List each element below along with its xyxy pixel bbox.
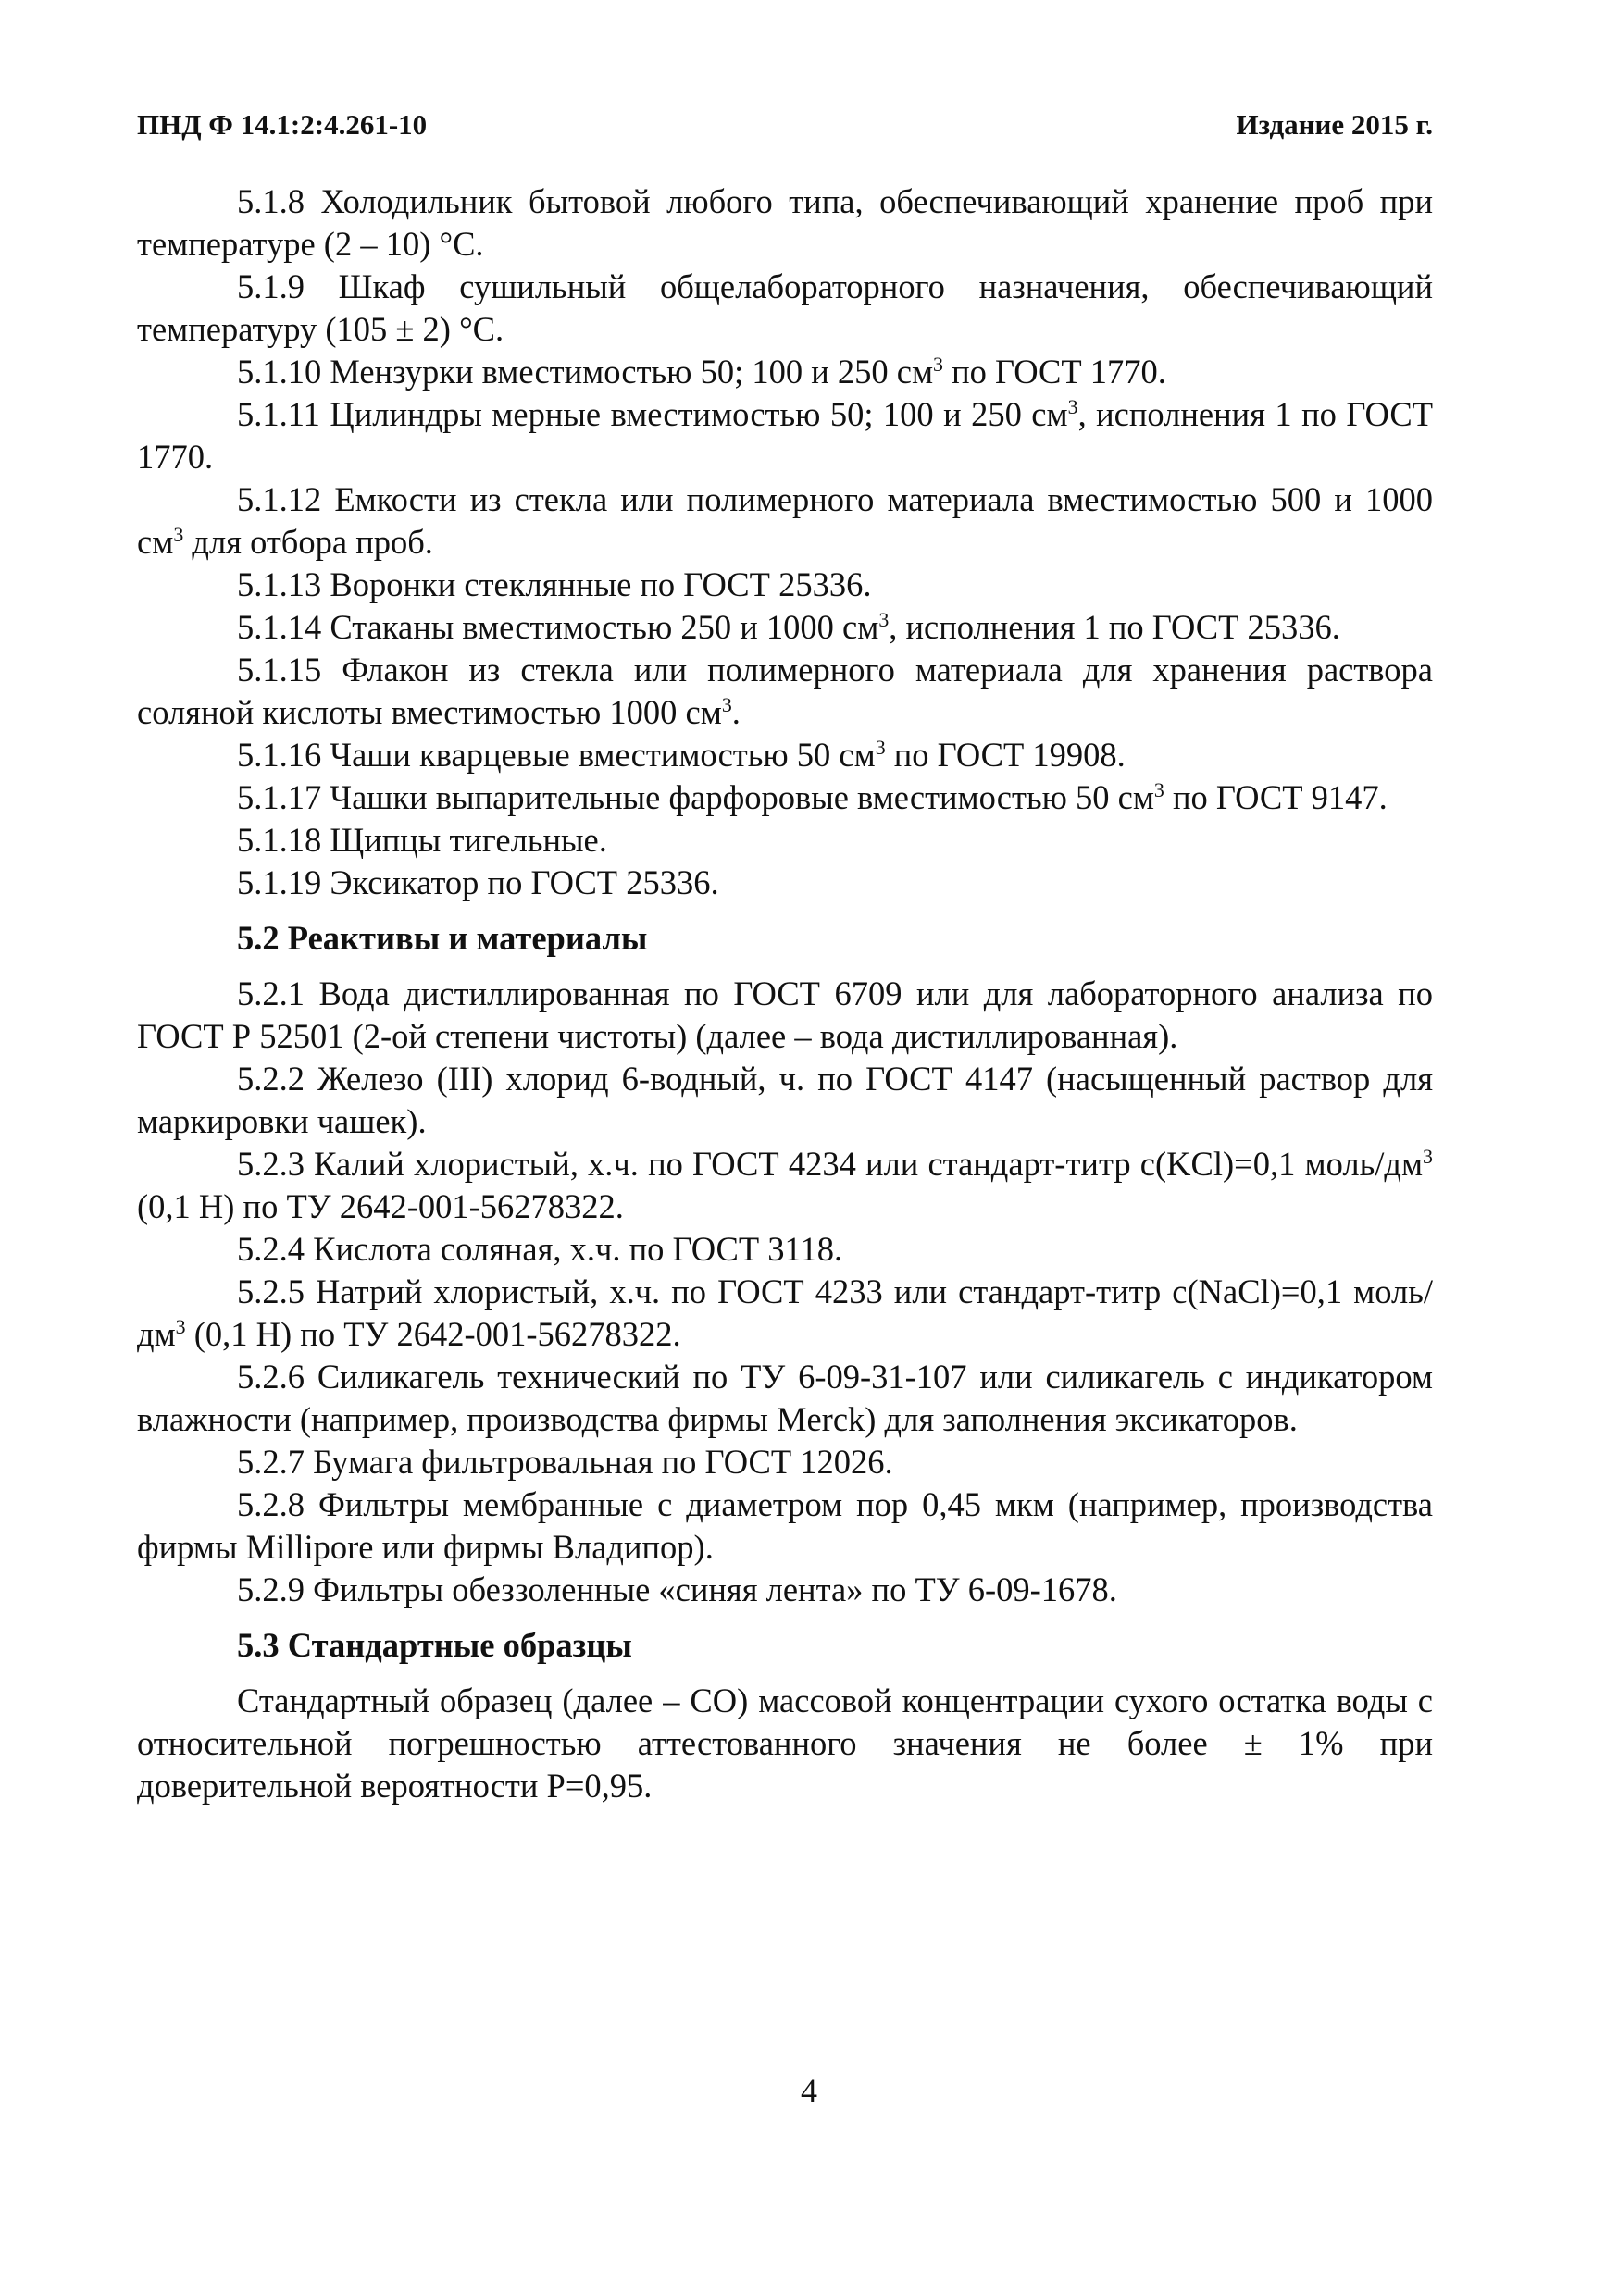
item-5-2-3: 5.2.3 Калий хлористый, х.ч. по ГОСТ 4234 или стандарт-титр с(KCl)=0,1 моль/$дм^3$ (0,1 Н) по ТУ 2642-001-56278322. xyxy=(137,1144,1433,1225)
item-5-2-2: 5.2.2 Железо (III) хлорид 6-водный, ч. по ГОСТ 4147 (насыщенный раствор для маркировки чашек). xyxy=(137,1060,1433,1140)
item-5-2-4: 5.2.4 Кислота соляная, х.ч. по ГОСТ 3118. xyxy=(237,1230,843,1268)
document-code: ПНД Ф 14.1:2:4.261-10 xyxy=(137,108,428,141)
item-5-2-9: 5.2.9 Фильтры обеззоленные «синяя лента» по ТУ 6-09-1678. xyxy=(237,1570,1117,1608)
item-5-1-9: 5.1.9 Шкаф сушильный общелабораторного назначения, обеспечивающий температуру (105 ± 2) °С. xyxy=(137,267,1433,348)
item-5-1-14: 5.1.14 Стаканы вместимостью 250 и 1000 $см^3$, исполнения 1 по ГОСТ 25336. xyxy=(237,607,1340,646)
item-5-1-12: 5.1.12 Емкости из стекла или полимерного материала вместимостью 500 и 1000 $см^3$ для отбора проб. xyxy=(137,480,1433,561)
page-number: 4 xyxy=(801,2072,817,2109)
item-5-1-18: 5.1.18 Щипцы тигельные. xyxy=(237,821,607,859)
item-5-1-11: 5.1.11 Цилиндры мерные вместимостью 50; 100 и 250 $см^3$, исполнения 1 по ГОСТ 1770. xyxy=(137,394,1433,476)
section-5-3-heading: 5.3 Стандартные образцы xyxy=(237,1626,632,1664)
item-5-1-13: 5.1.13 Воронки стеклянные по ГОСТ 25336. xyxy=(237,565,872,603)
item-5-1-10: 5.1.10 Мензурки вместимостью 50; 100 и 250 $см^3$ по ГОСТ 1770. xyxy=(237,352,1166,391)
item-5-2-6: 5.2.6 Силикагель технический по ТУ 6-09-31-107 или силикагель с индикатором влажности (например, производства фирмы Merck) для заполнения эксикаторов. xyxy=(137,1358,1433,1438)
item-5-2-8: 5.2.8 Фильтры мембранные с диаметром пор 0,45 мкм (например, производства фирмы Millipore или фирмы Владипор). xyxy=(137,1485,1433,1566)
section-5-3-text: Стандартный образец (далее – СО) массовой концентрации сухого остатка воды с относительной погрешностью аттестованного значения не более ± 1% при доверительной вероятности Р=0,95. xyxy=(137,1682,1433,1805)
edition-label: Издание 2015 г. xyxy=(1236,108,1433,141)
page-header xyxy=(137,102,1433,148)
item-5-1-17: 5.1.17 Чашки выпарительные фарфоровые вместимостью 50 $см^3$ по ГОСТ 9147. xyxy=(237,777,1388,816)
item-5-1-8: 5.1.8 Холодильник бытовой любого типа, обеспечивающий хранение проб при температуре (2 – 10) °С. xyxy=(137,182,1433,263)
item-5-1-15: 5.1.15 Флакон из стекла или полимерного материала для хранения раствора соляной кислоты вместимостью 1000 $см^3$. xyxy=(137,651,1433,731)
section-5-2-heading: 5.2 Реактивы и материалы xyxy=(237,919,648,957)
item-5-2-5: 5.2.5 Натрий хлористый, х.ч. по ГОСТ 4233 или стандарт-титр с(NaCl)=0,1 моль/$дм^3$ (0,1 Н) по ТУ 2642-001-56278322. xyxy=(137,1272,1433,1353)
item-5-2-7: 5.2.7 Бумага фильтровальная по ГОСТ 12026. xyxy=(237,1443,893,1481)
item-5-2-1: 5.2.1 Вода дистиллированная по ГОСТ 6709 или для лабораторного анализа по ГОСТ Р 52501 (2-ой степени чистоты) (далее – вода дистиллированная). xyxy=(137,974,1433,1055)
item-5-1-19: 5.1.19 Эксикатор по ГОСТ 25336. xyxy=(237,863,719,901)
document-body xyxy=(137,180,1433,1807)
item-5-1-16: 5.1.16 Чаши кварцевые вместимостью 50 $см^3$ по ГОСТ 19908. xyxy=(237,735,1126,774)
